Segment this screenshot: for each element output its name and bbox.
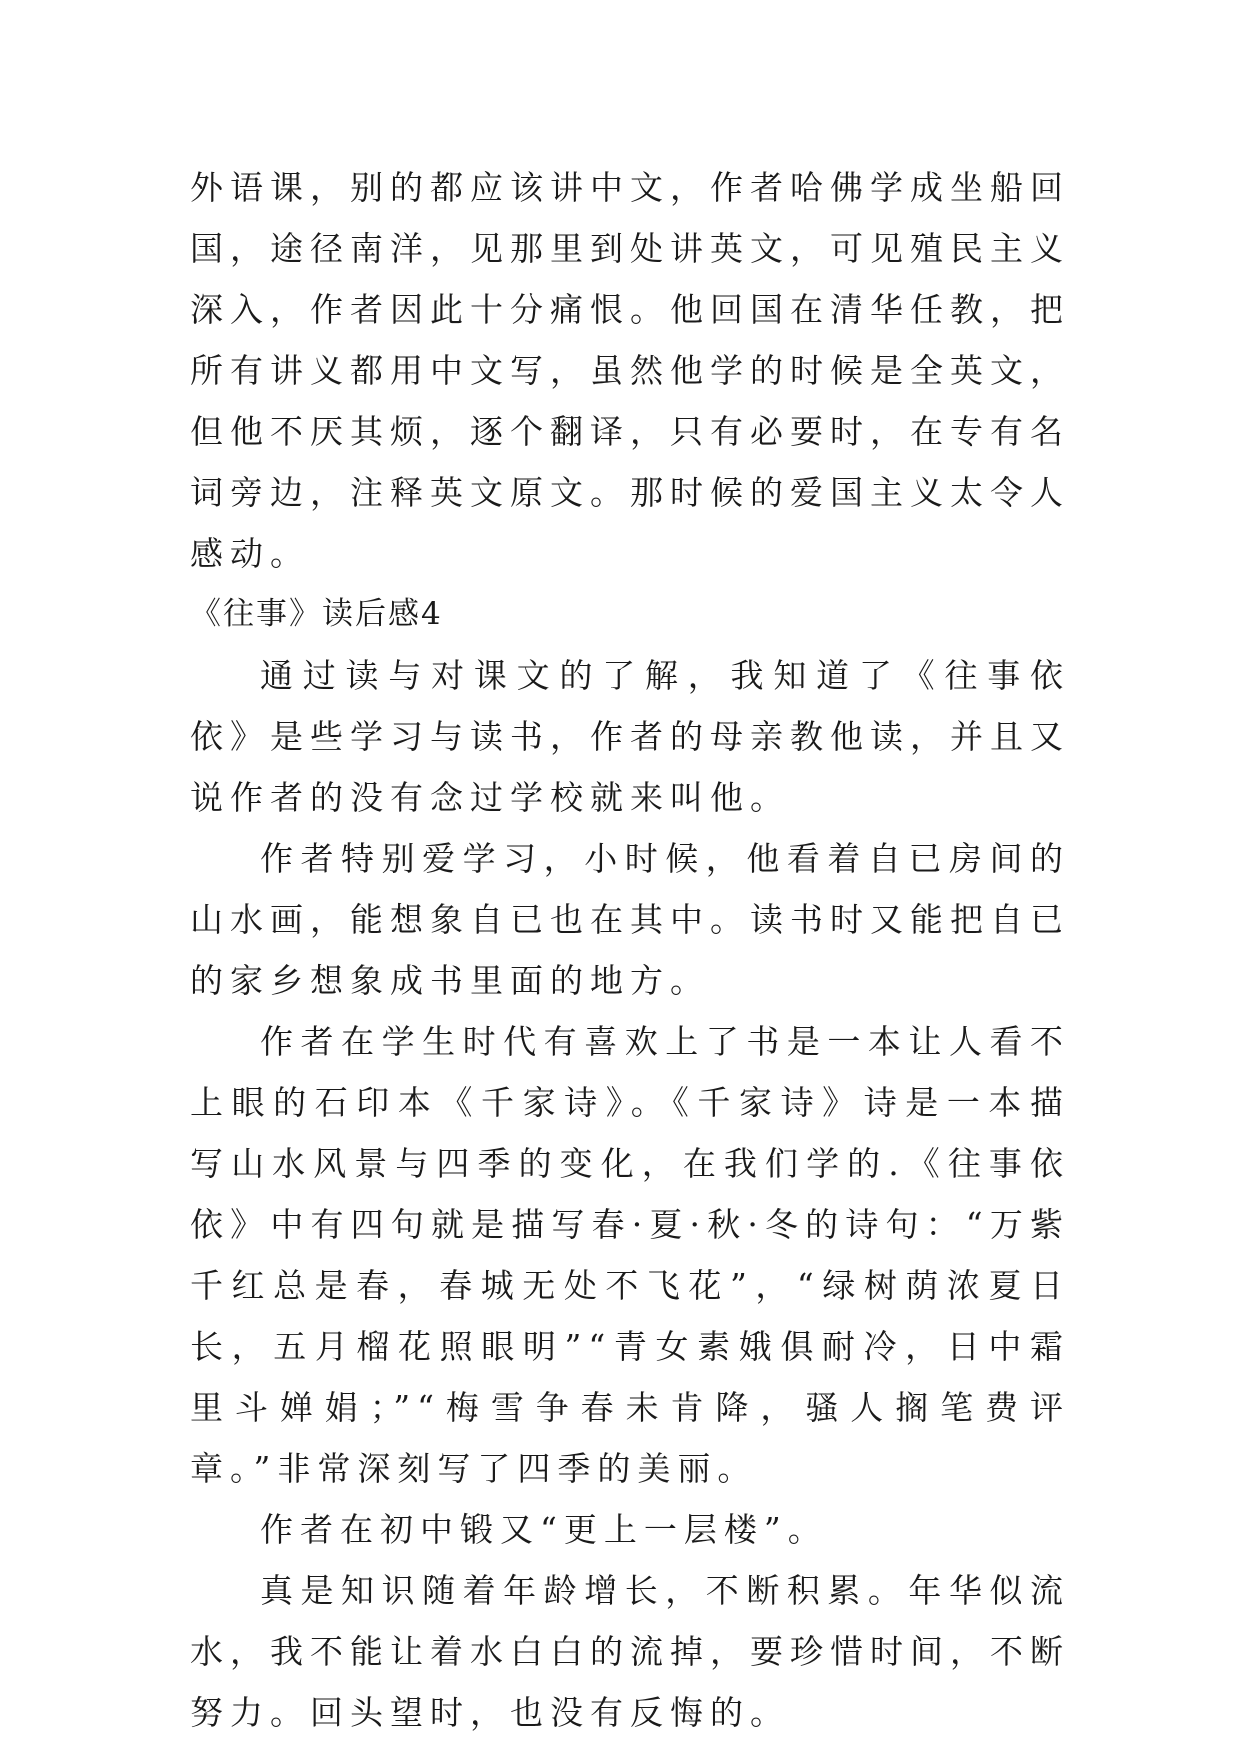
- body-paragraph: 真是知识随着年龄增长，不断积累。年华似流水，我不能让着水白白的流掉，要珍惜时间，不断努力。回头望时，也没有反悔的。: [190, 1571, 1070, 1732]
- document-page: [190, 157, 1070, 1743]
- body-paragraph: 作者在初中锻又“更上一层楼”。: [260, 1510, 828, 1549]
- body-paragraph: 通过读与对课文的了解，我知道了《往事依依》是些学习与读书，作者的母亲教他读，并且又说作者的没有念过学校就来叫他。: [190, 656, 1070, 817]
- body-paragraph: 作者在学生时代有喜欢上了书是一本让人看不上眼的石印本《千家诗》。《千家诗》诗是一本描写山水风景与四季的变化，在我们学的.《往事依依》中有四句就是描写春·夏·秋·冬的诗句：“万紫千红总是春，春城无处不飞花”，“绿树荫浓夏日长，五月榴花照眼明”“青女素娥俱耐冷，日中霜里斗婵娟；”“梅雪争春未肯降，骚人搁笔费评章。”非常深刻写了四季的美丽。: [190, 1022, 1070, 1488]
- section-heading: 《往事》读后感4: [190, 596, 443, 632]
- body-paragraph: 外语课，别的都应该讲中文，作者哈佛学成坐船回国，途径南洋，见那里到处讲英文，可见殖民主义深入，作者因此十分痛恨。他回国在清华任教，把所有讲义都用中文写，虽然他学的时候是全英文，但他不厌其烦，逐个翻译，只有必要时，在专有名词旁边，注释英文原文。那时候的爱国主义太令人感动。: [190, 168, 1070, 573]
- body-paragraph: 作者特别爱学习，小时候，他看着自已房间的山水画，能想象自已也在其中。读书时又能把自已的家乡想象成书里面的地方。: [190, 839, 1070, 1000]
